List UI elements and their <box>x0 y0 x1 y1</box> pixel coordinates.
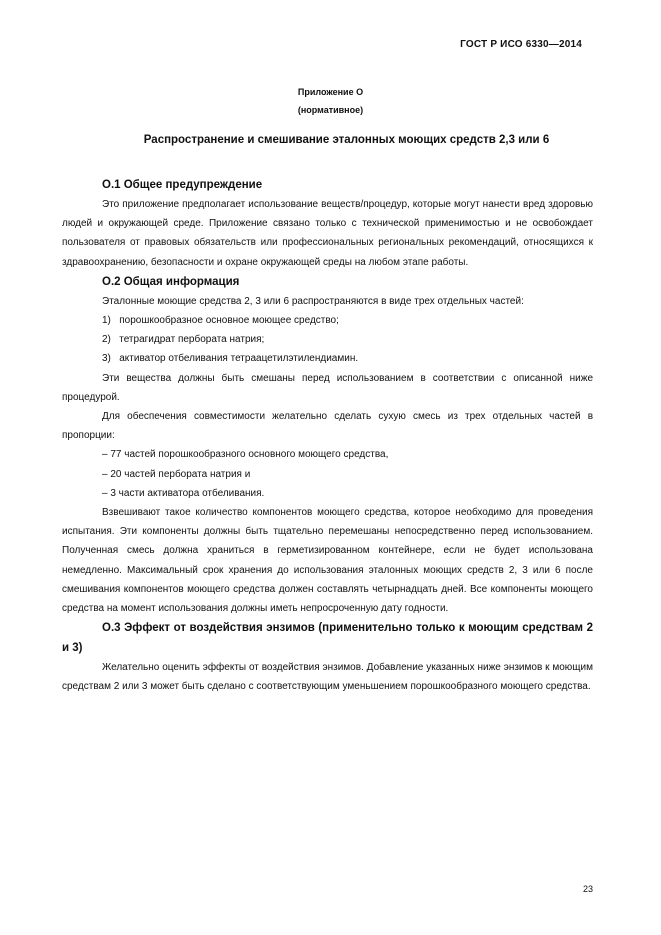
page-number: 23 <box>582 884 593 894</box>
paragraph-o2-intro: Эталонные моющие средства 2, 3 или 6 распространяются в виде трех отдельных частей: <box>102 295 524 307</box>
paragraph-o3-enzymes: Желательно оценить эффекты от воздействия энзимов. Добавление указанных ниже энзимов к моющим средствам 2 или 3 может быть сделано с соответствующим уменьшением порошкообразного моющего средства. <box>62 662 593 693</box>
document-body <box>62 175 593 697</box>
appendix-type: (нормативное) <box>297 105 364 115</box>
section-heading-o1: O.1 Общее предупреждение <box>102 179 263 191</box>
section-heading-o2: O.2 Общая информация <box>102 275 240 288</box>
appendix-heading <box>0 83 661 119</box>
list-item: 2) тетрагидрат пербората натрия; <box>102 334 265 346</box>
list-item: 1) порошкообразное основное моющее средство; <box>102 315 339 327</box>
list-item: – 20 частей пербората натрия и <box>102 468 251 480</box>
list-item: – 3 части активатора отбеливания. <box>102 487 265 499</box>
standard-header: ГОСТ Р ИСО 6330—2014 <box>460 39 582 50</box>
section-heading-o3: O.3 Эффект от воздействия энзимов (применительно только к моющим средствам 2 и 3) <box>62 622 593 655</box>
appendix-title: Приложение O <box>297 87 364 97</box>
paragraph-o2-mixing: Эти вещества должны быть смешаны перед использованием в соответствии с описанной ниже процедурой. <box>62 372 593 403</box>
paragraph-o1-warning: Это приложение предполагает использование веществ/процедур, которые могут нанести вред здоровью людей и окружающей среде. Приложение связано только с технической применимостью и не освобождает пользователя от правовых обязательств или профессиональных региональных рекомендаций, относящихся к здравоохранению, безопасности и охране окружающей среды на любом этапе работы. <box>62 199 593 268</box>
main-title: Распространение и смешивание эталонных моющих средств 2,3 или 6 <box>143 134 550 146</box>
list-item: – 77 частей порошкообразного основного моющего средства, <box>102 449 389 461</box>
paragraph-o2-procedure: Взвешивают такое количество компонентов моющего средства, которое необходимо для проведения испытания. Эти компоненты должны быть тщательно перемешаны непосредственно перед использованием. Полученная смесь должна храниться в герметизированном контейнере, если не будет использована немедленно. Максимальный срок хранения до использования эталонных моющих средств 2, 3 или 6 после смешивания компонентов моющего средства должен составлять четырнадцать дней. Все компоненты моющего средства на момент использования должны иметь непросроченную дату годности. <box>62 507 593 615</box>
paragraph-o2-proportion: Для обеспечения совместимости желательно сделать сухую смесь из трех отдельных частей в пропорции: <box>62 411 593 442</box>
list-item: 3) активатор отбеливания тетраацетилэтилендиамин. <box>102 353 359 365</box>
